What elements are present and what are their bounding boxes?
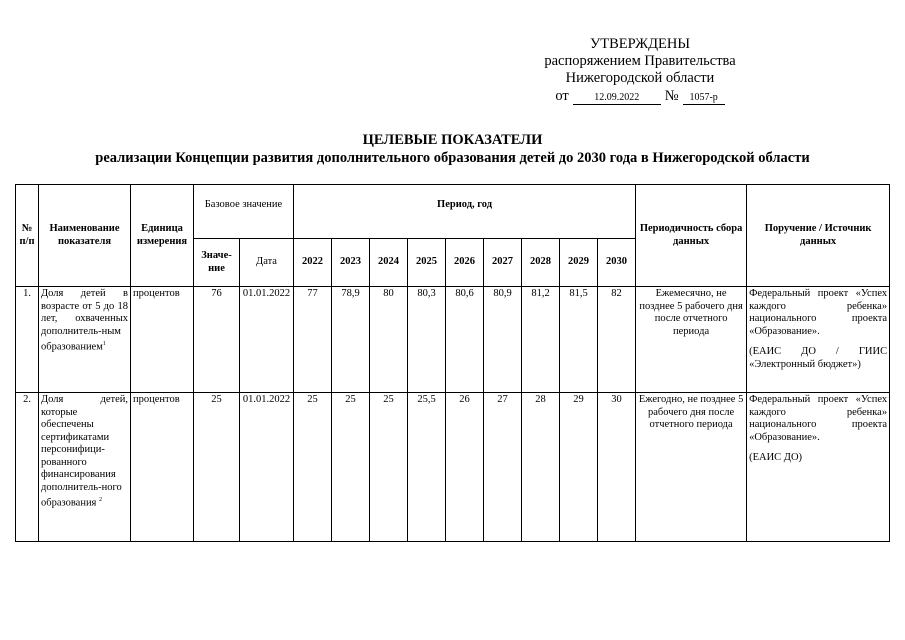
approval-number-sign: № — [664, 88, 679, 104]
year-value-cell: 29 — [560, 393, 598, 542]
col-unit-header: Единица измерения — [131, 185, 194, 287]
footnote-mark: 1 — [102, 341, 106, 347]
year-value-cell: 25 — [332, 393, 370, 542]
year-value-cell: 25,5 — [408, 393, 446, 542]
year-value-cell: 27 — [484, 393, 522, 542]
table-row — [16, 287, 890, 393]
approval-from-label: от — [555, 88, 569, 104]
source-system: (ЕАИС ДО) — [749, 452, 803, 463]
footnote-mark: 2 — [99, 497, 103, 503]
year-header: 2024 — [370, 239, 408, 287]
col-base-date-header: Дата — [240, 239, 294, 287]
year-value-cell: 26 — [446, 393, 484, 542]
year-header: 2022 — [294, 239, 332, 287]
year-value-cell: 78,9 — [332, 287, 370, 393]
year-header: 2023 — [332, 239, 370, 287]
col-name-header: Наименование показателя — [39, 185, 131, 287]
year-value-cell: 28 — [522, 393, 560, 542]
col-num-header: № п/п — [16, 185, 39, 287]
frequency-cell: Ежегодно, не позднее 5 рабочего дня после отчетного периода — [636, 393, 747, 542]
source-project: Федеральный проект «Успех каждого ребенка» национального проекта «Образование». — [749, 288, 888, 337]
year-value-cell: 80 — [370, 287, 408, 393]
indicator-name — [39, 287, 131, 393]
year-value-cell: 80,3 — [408, 287, 446, 393]
year-header: 2025 — [408, 239, 446, 287]
document-title: ЦЕЛЕВЫЕ ПОКАЗАТЕЛИ — [362, 132, 543, 148]
year-value-cell: 82 — [598, 287, 636, 393]
approval-date-row — [530, 88, 750, 105]
col-period-header: Период, год — [294, 185, 636, 239]
approval-title: УТВЕРЖДЕНЫ — [589, 36, 691, 52]
source-system: (ЕАИС ДО / ГИИС «Электронный бюджет») — [749, 346, 888, 370]
year-value-cell: 81,2 — [522, 287, 560, 393]
year-value-cell: 30 — [598, 393, 636, 542]
base-value-cell: 76 — [194, 287, 240, 393]
frequency-cell: Ежемесячно, не позднее 5 рабочего дня после отчетного периода — [636, 287, 747, 393]
year-header: 2026 — [446, 239, 484, 287]
indicator-name — [39, 393, 131, 542]
indicators-table — [15, 184, 890, 542]
approval-block — [530, 36, 750, 105]
approval-line: распоряжением Правительства — [544, 53, 736, 69]
year-value-cell: 80,9 — [484, 287, 522, 393]
unit-cell: процентов — [131, 393, 194, 542]
year-header: 2029 — [560, 239, 598, 287]
year-header: 2027 — [484, 239, 522, 287]
source-project: Федеральный проект «Успех каждого ребенка» национального проекта «Образование». — [749, 394, 888, 443]
indicator-name-text: Доля детей, которые обеспечены сертификатами персонифици-рованного финансирования дополнитель-ного образования — [41, 394, 128, 509]
approval-number: 1057-р — [683, 92, 725, 105]
col-freq-header: Периодичность сбора данных — [636, 185, 747, 287]
col-base-value-header: Значе-ние — [194, 239, 240, 287]
indicator-name-text: Доля детей в возрасте от 5 до 18 лет, охваченных дополнитель-ным образованием — [41, 288, 128, 353]
base-date-cell: 01.01.2022 — [240, 393, 294, 542]
year-value-cell: 25 — [294, 393, 332, 542]
year-header: 2030 — [598, 239, 636, 287]
row-num: 2. — [16, 393, 39, 542]
unit-cell: процентов — [131, 287, 194, 393]
base-value-cell: 25 — [194, 393, 240, 542]
approval-region: Нижегородской области — [565, 70, 715, 86]
row-num: 1. — [16, 287, 39, 393]
year-value-cell: 80,6 — [446, 287, 484, 393]
approval-date: 12.09.2022 — [573, 92, 661, 105]
year-value-cell: 25 — [370, 393, 408, 542]
col-base-header: Базовое значение — [194, 185, 294, 239]
header-row-1 — [16, 185, 890, 239]
year-header: 2028 — [522, 239, 560, 287]
col-source-header: Поручение / Источник данных — [747, 185, 890, 287]
source-cell — [747, 393, 890, 542]
table-row — [16, 393, 890, 542]
base-date-cell: 01.01.2022 — [240, 287, 294, 393]
document-subtitle: реализации Концепции развития дополнительного образования детей до 2030 года в Нижегородской области — [95, 150, 810, 166]
year-value-cell: 81,5 — [560, 287, 598, 393]
year-value-cell: 77 — [294, 287, 332, 393]
source-cell — [747, 287, 890, 393]
